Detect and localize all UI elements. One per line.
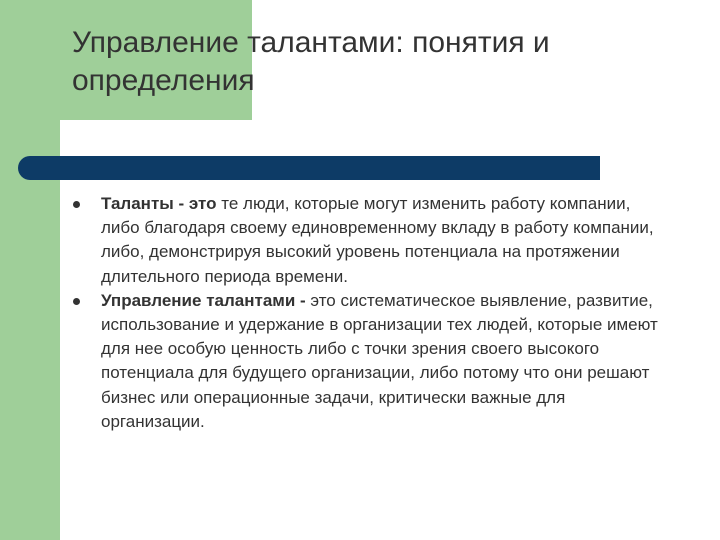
bullet-text: это систематическое выявление, развитие, использование и удержание в организации тех людей, которые имеют для нее особую ценность либо с точки зрения своего высокого потенциала для будущего организации, либо потому что они решают бизнес или операционные задачи, критически важные для организации. [101,290,658,431]
left-accent-band [0,0,60,540]
bullet-term: Управление талантами - [101,290,306,310]
bullet-talent-management-definition [70,289,670,434]
bullet-dot-icon [73,201,80,208]
title-divider-bar [18,156,600,180]
bullet-talents-definition [70,192,670,289]
bullet-text: те люди, которые могут изменить работу компании, либо благодаря своему единовременному вкладу в работу компании, либо, демонстрируя высокий уровень потенциала на протяжении длительного периода времени. [101,194,654,286]
bullet-term: Таланты - это [101,194,217,213]
bullet-dot-icon [73,298,80,305]
slide-title: Управление талантами: понятия и определения [72,26,550,97]
bullet-list [70,192,670,434]
